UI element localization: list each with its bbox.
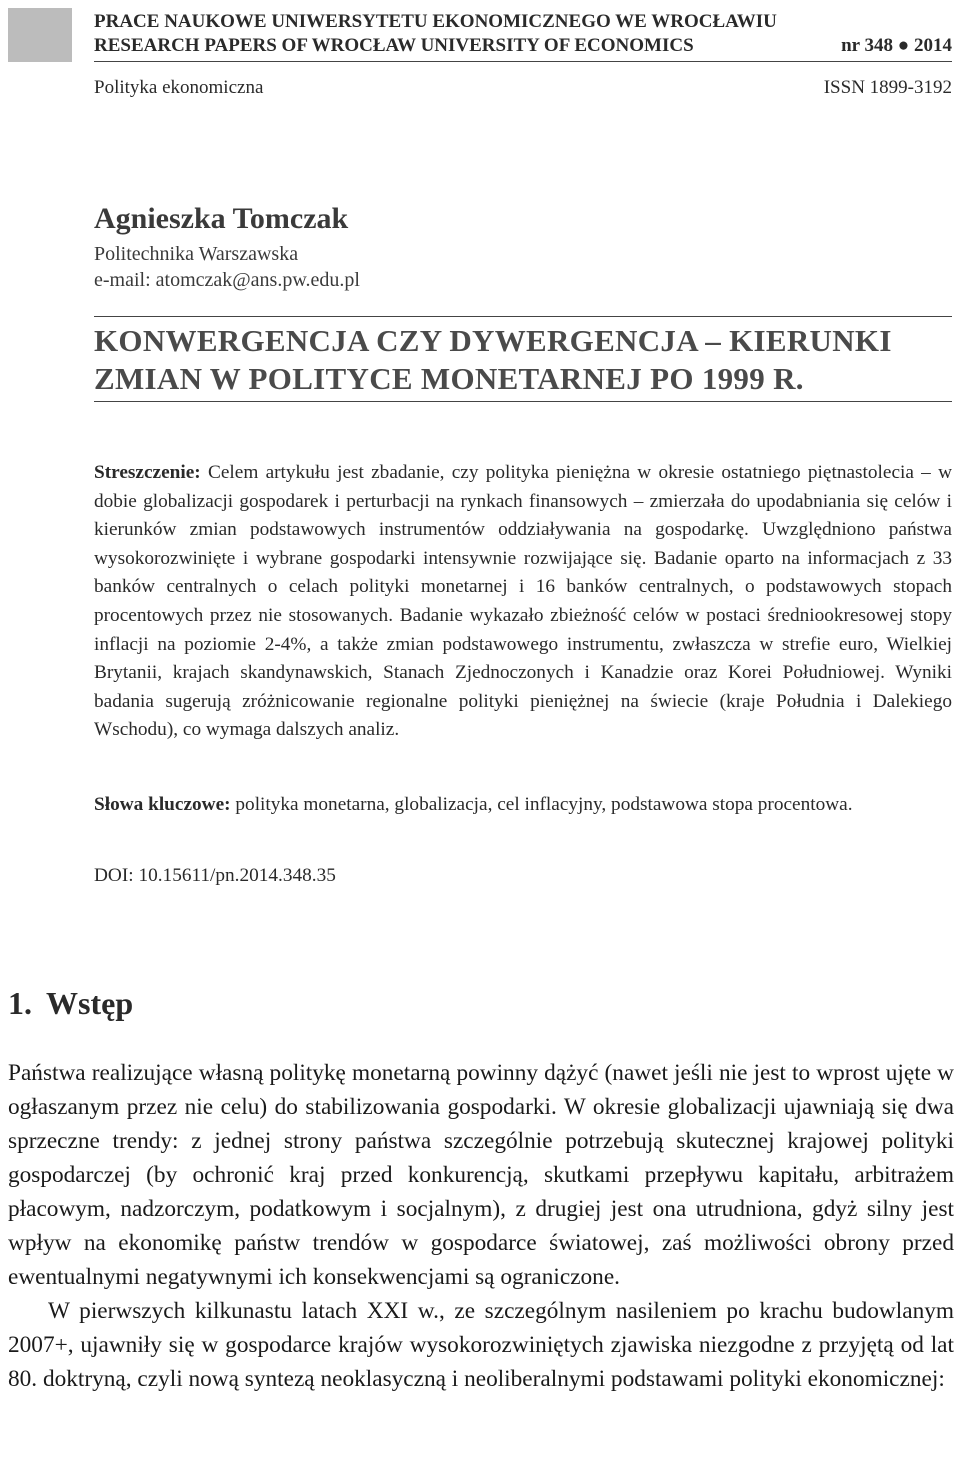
section-heading	[8, 985, 133, 1022]
body-text	[8, 1056, 954, 1396]
title-bottom-rule	[94, 401, 952, 402]
abstract-text: Celem artykułu jest zbadanie, czy polityka pieniężna w okresie ostatniego piętnastolecia – w dobie globalizacji gospodarek i perturbacji na rynkach finansowych – zmierzała do upodabniania się celów i kierunków zmian podstawowych instrumentów oddziaływania na gospodarkę. Uwzględniono państwa wysokorozwinięte i wybrane gospodarki intensywnie rozwijające się. Badanie oparto na informacjach z 33 banków centralnych o celach polityki monetarnej i 16 banków centralnych, o podstawowych stopach procentowych przez nie stosowanych. Badanie wykazało zbieżność celów w postaci średniookresowej stopy inflacji na poziomie 2-4%, a także zmian podstawowego instrumentu, zwłaszcza w strefie euro, Wielkiej Brytanii, krajach skandynawskich, Stanach Zjednoczonych i Kanadzie oraz Korei Południowej. Wyniki badania sugerują zróżnicowanie regionalne polityki pieniężnej na świecie (kraje Południa i Dalekiego Wschodu), co wymaga dalszych analiz.	[94, 462, 952, 741]
keywords-label: Słowa kluczowe:	[94, 794, 231, 815]
header-divider	[94, 61, 952, 62]
doi: DOI: 10.15611/pn.2014.348.35	[94, 865, 336, 886]
author-name: Agnieszka Tomczak	[94, 202, 349, 235]
author-info	[94, 241, 360, 293]
keywords	[94, 791, 952, 820]
journal-name-en-row	[94, 34, 952, 58]
journal-name-pl: PRACE NAUKOWE UNIWERSYTETU EKONOMICZNEGO WE WROCŁAWIU	[94, 11, 777, 32]
issn: ISSN 1899-3192	[823, 77, 952, 98]
abstract-label: Streszczenie:	[94, 462, 201, 483]
body-paragraph-1: Państwa realizujące własną politykę monetarną powinny dążyć (nawet jeśli nie jest to wprost ujęte w ogłaszanym przez nie celu) do stabilizowania gospodarki. W okresie globalizacji ujawniają się dwa sprzeczne trendy: z jednej strony państwa szczególnie potrzebują skutecznej krajowej polityki gospodarczej (by ochronić kraj przed konkurencją, skutkami przepływu kapitału, arbitrażem płacowym, nadzorczym, podatkowym i socjalnym), z drugiej jest ona utrudniona, gdyż silny jest wpływ na ekonomikę państw trendów w gospodarce światowej, zaś możliwości obrony przed ewentualnymi negatywnymi ich konsekwencjami są ograniczone.	[8, 1060, 954, 1290]
journal-name-en: RESEARCH PAPERS OF WROCŁAW UNIVERSITY OF ECONOMICS	[94, 35, 694, 56]
paper-title: KONWERGENCJA CZY DYWERGENCJA – KIERUNKI ZMIAN W POLITYCE MONETARNEJ PO 1999 R.	[94, 323, 892, 396]
journal-name-pl-row	[94, 10, 952, 34]
header-gray-block	[8, 8, 72, 62]
body-paragraph-2: W pierwszych kilkunastu latach XXI w., ze szczególnym nasileniem po krachu budowlanym 2007+, ujawniły się w gospodarce krajów wysokorozwiniętych zjawiska niezgodne z przyjętą od lat 80. doktryną, czyli nową syntezą neoklasyczną i neoliberalnymi podstawami polityki ekonomicznej:	[8, 1298, 954, 1392]
section-title: Wstęp	[46, 985, 134, 1021]
author-affiliation: Politechnika Warszawska	[94, 243, 299, 265]
keywords-text: polityka monetarna, globalizacja, cel inflacyjny, podstawowa stopa procentowa.	[235, 794, 853, 815]
section-number: 1.	[8, 985, 32, 1021]
author-email: e-mail: atomczak@ans.pw.edu.pl	[94, 269, 360, 291]
series-row	[94, 77, 952, 99]
series-name: Polityka ekonomiczna	[94, 77, 264, 98]
journal-header	[94, 10, 952, 58]
title-top-rule	[94, 316, 952, 317]
abstract	[94, 459, 952, 745]
issue-number: nr 348 ● 2014	[841, 35, 952, 56]
